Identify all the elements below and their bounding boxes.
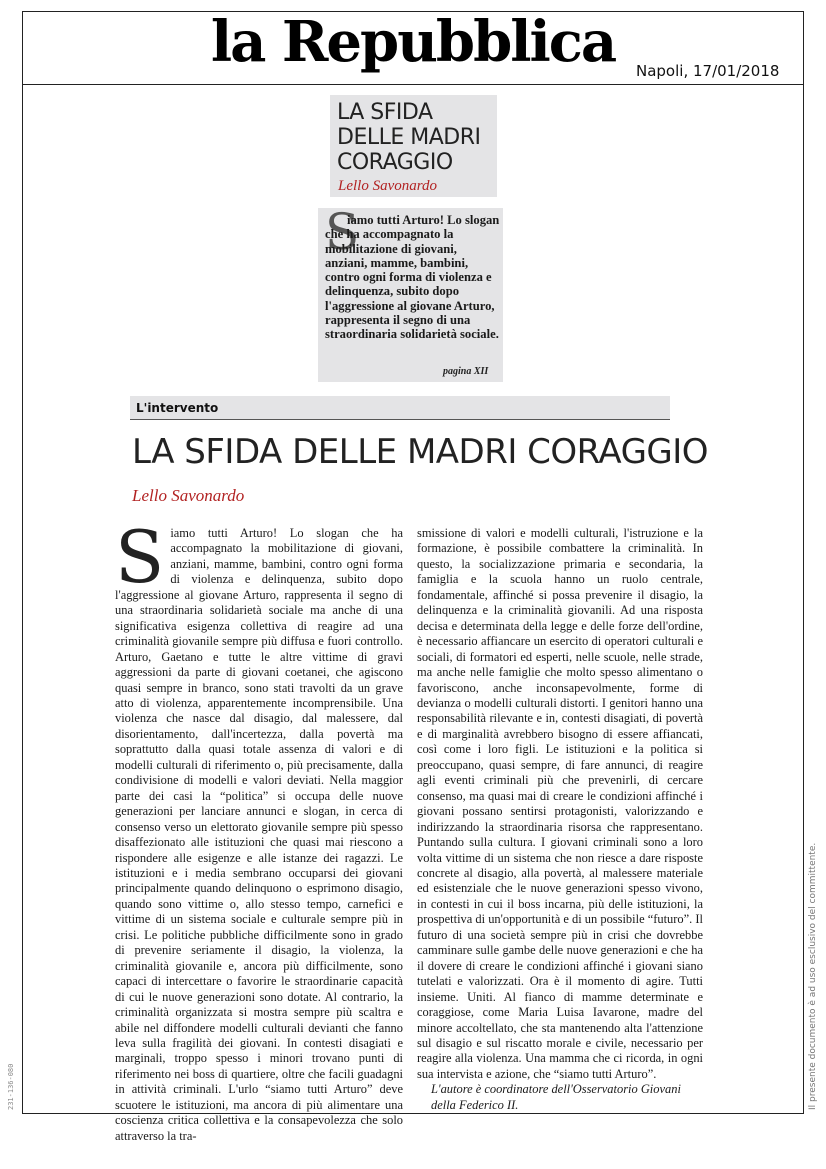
header-rule: [22, 84, 804, 85]
masthead-logo: la Repubblica: [210, 9, 616, 75]
article-text-col2: smissione di valori e modelli culturali, l'istruzione e la formazione, è possibile combattere la criminalità. In questo, la socializzazione primaria e secondaria, la famiglia e la scuola hanno un ruolo centrale, fondamentale, affinché si possa prevenire il disagio, la delinquenza e la criminalità giovanili. Ad una risposta decisa e determinata della legge e delle forze dell'ordine, è necessario affiancare un esercito di operatori culturali e sociali, di formatori ed esperti, nelle scuole, nelle strade, ma anche nelle famiglie che molto spesso alimentano o favoriscono, anche inconsapevolmente, forme di devianza o modelli culturali distorti. I genitori hanno una responsabilità rilevante e in, contesti disagiati, di povertà e di marginalità avrebbero bisogno di essere affiancati, così come i loro figli. Le istituzioni e la politica si preoccupano, quasi sempre, di fare annunci, di reagire agli eventi criminali più che prevenirli, di cercare consenso, ma quasi mai di creare le condizioni affinché i giovani possano sentirsi protagonisti, valorizzando e indirizzando la straordinaria risorsa che rappresentano. Puntando sulla cultura. I giovani criminali sono a loro volta vittime di un sistema che non riesce a dare risposte concrete al disagio, alla povertà, al malessere materiale ed esistenziale che le nuove generazioni spesso vivono, in contesti in cui il boss incarna, più delle istituzioni, la prospettiva di un'opportunità e di un possibile “futuro”. Il futuro di una società sempre più in crisi che dovrebbe camminare sulle gambe delle nuove generazioni e che ha il dovere di creare le condizioni affinché i giovani siano tutelati e valorizzati. Ora è il momento di agire. Tutti insieme. Uniti. Al fianco di mamme determinate e coraggiose, come Maria Luisa Iavarone, madre del minore accoltellato, che sta mantenendo alta l'attenzione sul disagio e sul riscatto morale e civile, necessario per reagire alla violenza. Una mamma che ci ricorda, in ogni sua intervista e azione, che “siamo tutti Arturo”.: [417, 526, 703, 1081]
article-dropcap: S: [115, 515, 165, 599]
usage-notice: Il presente documento è ad uso esclusivo del committente.: [808, 842, 818, 1110]
author-note: L'autore è coordinatore dell'Osservatorio Giovani della Federico II.: [431, 1082, 681, 1112]
document-code: 231-136-080: [7, 1063, 15, 1110]
article-text-col1: iamo tutti Arturo! Lo slogan che ha accompagnato la mobilitazione di giovani, anziani, mamme, bambini, contro ogni forma di violenza e delinquenza, subito dopo l'aggressione al giovane Arturo, rappresenta il segno di una straordinaria solidarietà sociale ma anche di una significativa esigenza collettiva di reagire ad una criminalità giovanile sempre più diffusa e fuori controllo. Arturo, Gaetano e tutte le altre vittime di gravi aggressioni da parte di giovani coetanei, che agiscono quasi sempre in branco, sono stati travolti da un grave atto di violenza, apparentemente incomprensibile. Una violenza che nasce dal disagio, dal malessere, dal disorientamento, dall'incertezza, dalla povertà ma soprattutto dalla quasi totale assenza di valori e di modelli culturali di riferimento o, più precisamente, dalla condivisione di modelli e valori deviati. Nella maggior parte dei casi la “politica” si occupa delle nuove generazioni per lanciare annunci e slogan, in cerca di consenso verso un elettorato giovanile sempre più spesso disaffezionato alle istituzioni che quasi mai riescono a rispondere alle esigenze e alle istanze dei ragazzi. Le istituzioni e i media sembrano occuparsi dei giovani principalmente quando delinquono o esprimono disagio, quando sono vittime o, allo stesso tempo, carnefici e vittime di un sistema sociale e culturale sempre più in crisi. Le politiche pubbliche difficilmente sono in grado di prevenire seriamente il disagio, la violenza, la criminalità giovanile e, ancora più difficilmente, sono capaci di intercettare o favorire le straordinarie capacità di cui le nuove generazioni sono dotate. Al contrario, la criminalità organizzata si mostra sempre più scaltra e abile nel diffondere modelli culturali devianti che fanno leva sulla fragilità dei giovani. In contesti disagiati e marginali, troppo spesso i minori trovano punti di riferimento nei boss di quartiere, oltre che facili guadagni in attività criminali. L'urlo “siamo tutti Arturo” deve scuotere le istituzioni, ma ancora di più alimentare una coscienza critica collettiva e la consapevolezza che solo attraverso la tra-: [115, 526, 403, 1143]
article-column-2: [417, 526, 703, 1113]
dateline: Napoli, 17/01/2018: [636, 62, 780, 80]
teaser-summary: [325, 213, 501, 342]
article-column-1: [115, 515, 403, 1144]
teaser-title: LA SFIDA DELLE MADRI CORAGGIO: [337, 100, 481, 175]
teaser-dropcap: S: [325, 203, 360, 261]
teaser-author: Lello Savonardo: [338, 178, 438, 194]
article-byline: Lello Savonardo: [132, 486, 245, 505]
teaser-summary-text: iamo tutti Arturo! Lo slogan che ha accompagnato la mobilitazione di giovani, anziani, mamme, bambini, contro ogni forma di violenza e delinquenza, subito dopo l'aggressione al giovane Arturo, rappresenta il segno di una straordinaria solidarietà sociale.: [325, 213, 500, 342]
teaser-page-ref: pagina XII: [443, 366, 489, 377]
article-headline: LA SFIDA DELLE MADRI CORAGGIO: [132, 432, 709, 472]
section-label: L'intervento: [136, 401, 219, 415]
